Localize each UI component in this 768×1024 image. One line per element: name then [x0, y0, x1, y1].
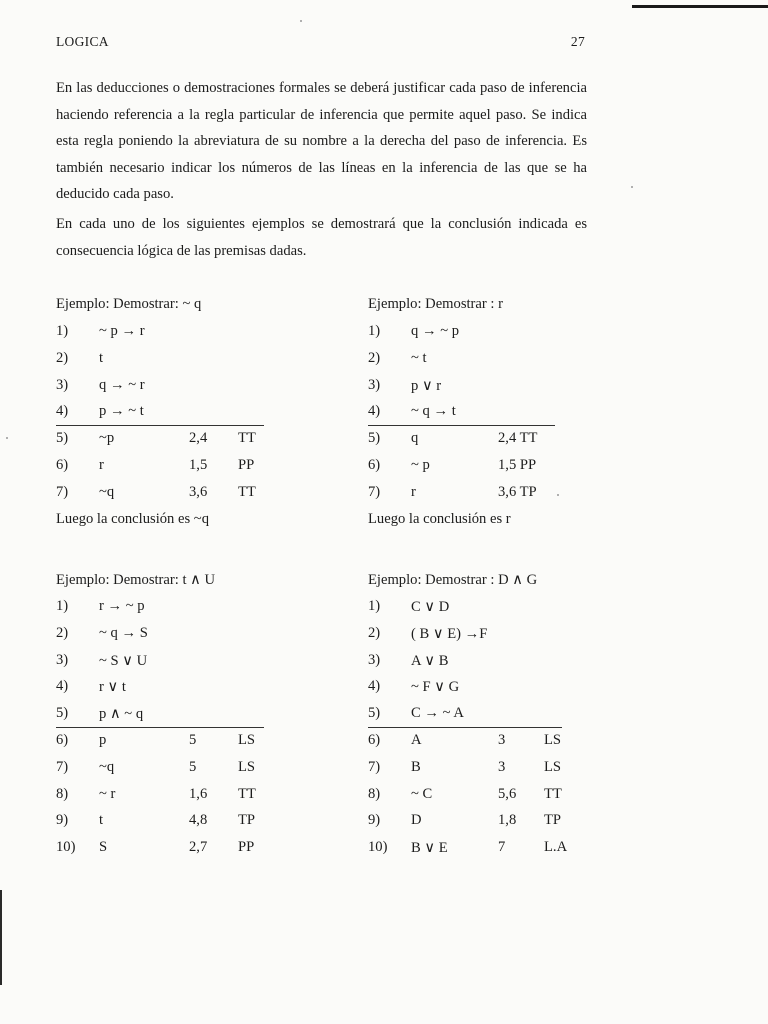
step-row	[56, 786, 306, 806]
formula: q → ~ r	[99, 376, 145, 393]
inference-rule: PP	[238, 457, 255, 473]
line-number: 1)	[56, 323, 69, 339]
line-number: 9)	[56, 812, 69, 829]
line-references: 5,6	[498, 785, 517, 802]
line-number: 9)	[368, 812, 381, 829]
line-number: 1)	[368, 598, 381, 614]
scan-edge-mark	[0, 890, 2, 985]
line-number: 10)	[56, 839, 76, 856]
formula: t	[99, 812, 104, 829]
line-references: 2,7	[189, 839, 208, 856]
line-references: 5	[189, 758, 197, 775]
premise-row	[368, 377, 618, 397]
premise-row	[56, 652, 306, 672]
premise-row	[56, 377, 306, 397]
line-number: 4)	[368, 678, 381, 695]
formula: A ∨ B	[411, 652, 449, 669]
formula: r ∨ t	[99, 679, 126, 696]
formula: ~ q → S	[99, 624, 148, 641]
line-references: 3	[498, 732, 506, 748]
inference-rule: LS	[544, 758, 562, 775]
formula: ~ r	[99, 785, 116, 802]
line-number: 7)	[368, 758, 381, 775]
premise-separator	[368, 425, 555, 426]
step-row	[56, 812, 306, 832]
line-references: 1,5 PP	[498, 457, 537, 473]
formula: ~q	[99, 483, 115, 500]
line-number: 2)	[56, 624, 69, 641]
line-number: 3)	[56, 651, 69, 668]
inference-rule: TP	[238, 812, 256, 829]
formula: p ∧ ~ q	[99, 706, 144, 723]
premise-row	[368, 625, 618, 645]
intro-paragraph: En las deducciones o demostraciones formales se deberá justificar cada paso de inferencia haciendo referencia a la regla particular de inferencia que permite aquel paso. Se indica esta regla poniendo la abreviatura de su nombre a la derecha del paso de inferencia. Es también necesario indicar los números de las líneas en la inferencia de las que se ha deducido cada paso.	[56, 80, 587, 202]
line-number: 5)	[56, 705, 69, 722]
inference-rule: PP	[238, 839, 255, 856]
line-references: 2,4	[189, 430, 208, 447]
formula: ~ C	[411, 785, 433, 802]
scan-speck	[631, 186, 633, 188]
step-row	[368, 759, 618, 779]
scan-speck	[6, 437, 8, 439]
page-number: 27	[570, 34, 585, 49]
running-title: LOGICA	[56, 34, 109, 49]
premise-row	[368, 705, 618, 725]
line-number: 2)	[368, 349, 381, 366]
line-number: 7)	[368, 483, 381, 500]
premise-row	[56, 350, 306, 370]
instruction-paragraph: En cada uno de los siguientes ejemplos se demostrará que la conclusión indicada es consecuencia lógica de las premisas dadas.	[56, 216, 587, 259]
scan-speck	[300, 20, 302, 22]
formula: ~q	[99, 758, 115, 775]
formula: ~ p → r	[99, 323, 145, 339]
inference-rule: TT	[238, 785, 256, 802]
conclusion: Luego la conclusión es ~q	[56, 510, 209, 527]
formula: p → ~ t	[99, 403, 144, 420]
inference-rule: L.A	[544, 839, 568, 856]
step-row	[56, 732, 306, 752]
premise-row	[368, 323, 618, 343]
line-number: 1)	[56, 598, 69, 614]
line-references: 3	[498, 758, 506, 775]
inference-rule: TP	[544, 812, 562, 829]
line-number: 3)	[368, 376, 381, 393]
line-references: 1,6	[189, 785, 208, 802]
example-title: Ejemplo: Demostrar: t ∧ U	[56, 572, 216, 588]
inference-rule: TT	[544, 785, 562, 802]
line-number: 8)	[368, 785, 381, 802]
formula: q	[411, 430, 419, 447]
premise-row	[56, 625, 306, 645]
premise-separator	[368, 727, 562, 728]
premise-separator	[56, 727, 264, 728]
line-references: 2,4 TT	[498, 430, 538, 447]
step-row	[368, 732, 618, 752]
premise-row	[56, 598, 306, 618]
step-row	[56, 839, 306, 859]
line-number: 6)	[56, 732, 69, 748]
formula: S	[99, 839, 108, 856]
line-references: 5	[189, 732, 197, 748]
premise-row	[56, 705, 306, 725]
formula: r	[99, 457, 104, 473]
line-references: 1,8	[498, 812, 517, 829]
formula: B	[411, 758, 421, 775]
line-references: 7	[498, 839, 506, 856]
formula: C ∨ D	[411, 599, 450, 615]
formula: ~ t	[411, 349, 427, 366]
conclusion: Luego la conclusión es r	[368, 510, 511, 527]
step-row	[368, 484, 618, 504]
line-number: 2)	[368, 624, 381, 641]
premise-row	[56, 678, 306, 698]
line-number: 3)	[56, 376, 69, 393]
formula: ~ p	[411, 457, 430, 473]
formula: B ∨ E	[411, 840, 448, 857]
step-row	[56, 457, 306, 477]
line-number: 1)	[368, 323, 381, 339]
line-number: 7)	[56, 758, 69, 775]
line-references: 4,8	[189, 812, 208, 829]
step-row	[368, 786, 618, 806]
line-number: 7)	[56, 483, 69, 500]
example-title: Ejemplo: Demostrar : D ∧ G	[368, 572, 538, 588]
formula: ~ q → t	[411, 403, 456, 420]
step-row	[56, 759, 306, 779]
line-number: 6)	[368, 732, 381, 748]
premise-row	[368, 403, 618, 423]
line-number: 3)	[368, 651, 381, 668]
step-row	[368, 812, 618, 832]
premise-row	[56, 403, 306, 423]
line-number: 4)	[56, 403, 69, 420]
top-right-rule	[632, 5, 768, 8]
line-number: 4)	[56, 678, 69, 695]
formula: ~ F ∨ G	[411, 679, 460, 696]
formula: p	[99, 732, 107, 748]
inference-rule: LS	[238, 732, 256, 748]
line-number: 4)	[368, 403, 381, 420]
line-references: 3,6 TP	[498, 483, 537, 500]
premise-row	[56, 323, 306, 343]
line-number: 6)	[368, 457, 381, 473]
step-row	[368, 839, 618, 859]
formula: ~ S ∨ U	[99, 652, 148, 669]
example-title: Ejemplo: Demostrar : r	[368, 296, 503, 312]
inference-rule: TT	[238, 483, 256, 500]
page-header	[56, 34, 585, 52]
line-references: 3,6	[189, 483, 208, 500]
formula: ( B ∨ E) →F	[411, 625, 488, 642]
step-row	[368, 430, 618, 450]
line-number: 5)	[368, 705, 381, 722]
line-number: 8)	[56, 785, 69, 802]
premise-row	[368, 678, 618, 698]
formula: p ∨ r	[411, 377, 442, 394]
inference-rule: LS	[238, 758, 256, 775]
step-row	[56, 484, 306, 504]
step-row	[368, 457, 618, 477]
inference-rule: LS	[544, 732, 562, 748]
line-number: 5)	[368, 430, 381, 447]
formula: t	[99, 349, 104, 366]
formula: q → ~ p	[411, 323, 460, 339]
formula: r	[411, 483, 416, 500]
example-title: Ejemplo: Demostrar: ~ q	[56, 296, 202, 312]
premise-separator	[56, 425, 264, 426]
premise-row	[368, 598, 618, 618]
premise-row	[368, 350, 618, 370]
line-number: 6)	[56, 457, 69, 473]
premise-row	[368, 652, 618, 672]
formula: r → ~ p	[99, 598, 145, 614]
inference-rule: TT	[238, 430, 256, 447]
line-references: 1,5	[189, 457, 208, 473]
line-number: 2)	[56, 349, 69, 366]
formula: A	[411, 732, 422, 748]
line-number: 10)	[368, 839, 388, 856]
formula: C → ~ A	[411, 705, 464, 722]
formula: D	[411, 812, 422, 829]
line-number: 5)	[56, 430, 69, 447]
formula: ~p	[99, 430, 115, 447]
step-row	[56, 430, 306, 450]
